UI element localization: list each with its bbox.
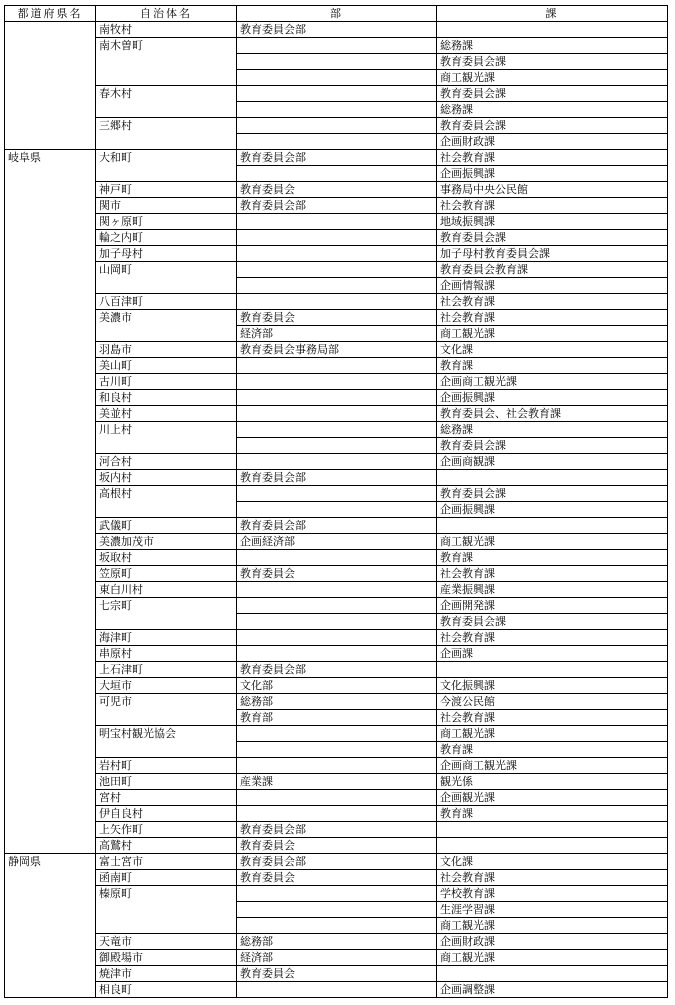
cell-section: 社会教育課 [437,870,668,886]
cell-department: 教育委員会部 [237,470,437,486]
table-row [5,230,668,246]
table-row [5,694,668,710]
cell-department: 産業課 [237,774,437,790]
cell-municipality: 明宝村観光協会 [96,726,237,758]
municipality-table [4,5,668,998]
cell-municipality: 上石津町 [96,662,237,678]
cell-section: 総務課 [437,38,668,54]
cell-municipality: 海津町 [96,630,237,646]
cell-department: 教育委員会部 [237,854,437,870]
cell-section: 企画観光課 [437,790,668,806]
cell-section: 社会教育課 [437,566,668,582]
cell-municipality: 宮村 [96,790,237,806]
cell-department [237,102,437,118]
cell-section: 企画調整課 [437,982,668,998]
table-row [5,966,668,982]
cell-section: 文化振興課 [437,678,668,694]
table-row [5,246,668,262]
cell-section: 企画振興課 [437,502,668,518]
cell-department [237,614,437,630]
table-row [5,630,668,646]
cell-section: 総務課 [437,422,668,438]
cell-municipality: 岩村町 [96,758,237,774]
cell-department: 教育委員会 [237,182,437,198]
cell-department [237,86,437,102]
cell-section: 教育委員会課 [437,438,668,454]
cell-municipality: 上矢作町 [96,822,237,838]
cell-department [237,646,437,662]
cell-section: 企画課 [437,646,668,662]
cell-section: 教育委員会課 [437,54,668,70]
cell-municipality: 三郷村 [96,118,237,150]
cell-department: 教育委員会部 [237,150,437,166]
cell-municipality: 山岡町 [96,262,237,294]
cell-section: 観光係 [437,774,668,790]
cell-section [437,22,668,38]
cell-section: 教育委員会課 [437,230,668,246]
table-row [5,406,668,422]
cell-department [237,374,437,390]
cell-section: 社会教育課 [437,630,668,646]
cell-department: 経済部 [237,326,437,342]
header-section: 課 [437,6,668,22]
cell-department [237,230,437,246]
table-row [5,518,668,534]
cell-municipality: 大垣市 [96,678,237,694]
cell-section: 企画商工観光課 [437,758,668,774]
table-row [5,214,668,230]
cell-municipality: 笠原町 [96,566,237,582]
cell-department [237,486,437,502]
cell-department [237,918,437,934]
cell-department: 教育委員会部 [237,662,437,678]
cell-section: 教育課 [437,550,668,566]
cell-section: 商工観光課 [437,950,668,966]
cell-section: 事務局中央公民館 [437,182,668,198]
cell-department [237,390,437,406]
table-row [5,582,668,598]
table-row [5,454,668,470]
cell-department [237,54,437,70]
cell-section: 企画振興課 [437,390,668,406]
cell-section: 企画商観課 [437,454,668,470]
cell-section: 企画財政課 [437,934,668,950]
cell-section: 商工観光課 [437,326,668,342]
table-row [5,390,668,406]
cell-municipality: 池田町 [96,774,237,790]
cell-department [237,358,437,374]
cell-department [237,630,437,646]
cell-section: 商工観光課 [437,918,668,934]
table-row [5,646,668,662]
table-row [5,294,668,310]
cell-section [437,662,668,678]
cell-section: 教育委員会、社会教育課 [437,406,668,422]
table-row [5,86,668,102]
table-row [5,486,668,502]
cell-municipality: 河合村 [96,454,237,470]
cell-department: 企画経済部 [237,534,437,550]
table-row [5,566,668,582]
cell-municipality: 焼津市 [96,966,237,982]
cell-municipality: 伊自良村 [96,806,237,822]
table-row [5,662,668,678]
cell-department [237,134,437,150]
cell-department: 教育委員会 [237,310,437,326]
header-department: 部 [237,6,437,22]
table-row [5,982,668,998]
table-row [5,534,668,550]
header-prefecture: 都道府県名 [5,6,96,22]
cell-municipality: 相良町 [96,982,237,998]
cell-municipality: 川上村 [96,422,237,454]
cell-section [437,966,668,982]
cell-section: 企画情報課 [437,278,668,294]
cell-department [237,502,437,518]
cell-department [237,806,437,822]
cell-section: 生涯学習課 [437,902,668,918]
cell-municipality: 南牧村 [96,22,237,38]
cell-section [437,838,668,854]
table-row [5,758,668,774]
cell-municipality: 函南町 [96,870,237,886]
cell-department [237,70,437,86]
cell-section: 社会教育課 [437,198,668,214]
cell-department: 教育部 [237,710,437,726]
cell-municipality: 美濃加茂市 [96,534,237,550]
cell-department [237,550,437,566]
cell-department [237,166,437,182]
cell-municipality: 御殿場市 [96,950,237,966]
cell-section: 地域振興課 [437,214,668,230]
cell-municipality: 関ヶ原町 [96,214,237,230]
cell-municipality: 武儀町 [96,518,237,534]
cell-municipality: 春木村 [96,86,237,118]
cell-section [437,470,668,486]
cell-section: 教育委員会教育課 [437,262,668,278]
cell-municipality: 坂取村 [96,550,237,566]
cell-department: 総務部 [237,694,437,710]
cell-department [237,262,437,278]
cell-municipality: 富士宮市 [96,854,237,870]
cell-department: 教育委員会部 [237,518,437,534]
cell-department [237,214,437,230]
table-row [5,310,668,326]
cell-department [237,406,437,422]
table-row [5,150,668,166]
cell-prefecture: 静岡県 [5,854,96,998]
cell-municipality: 南木曽町 [96,38,237,86]
table-row [5,886,668,902]
cell-department: 教育委員会事務局部 [237,342,437,358]
table-row [5,470,668,486]
cell-section: 文化課 [437,854,668,870]
cell-municipality: 七宗町 [96,598,237,630]
cell-section: 教育委員会課 [437,614,668,630]
table-body [5,22,668,998]
cell-municipality: 高鷲村 [96,838,237,854]
cell-section [437,518,668,534]
cell-municipality: 古川町 [96,374,237,390]
cell-municipality: 串原村 [96,646,237,662]
cell-section: 総務課 [437,102,668,118]
cell-department [237,982,437,998]
table-row [5,934,668,950]
cell-municipality: 可児市 [96,694,237,726]
cell-section [437,822,668,838]
cell-section: 教育課 [437,742,668,758]
cell-municipality: 美山町 [96,358,237,374]
cell-municipality: 榛原町 [96,886,237,934]
cell-department [237,726,437,742]
cell-department: 教育委員会部 [237,822,437,838]
cell-section: 商工観光課 [437,534,668,550]
cell-prefecture [5,22,96,150]
table-row [5,838,668,854]
cell-section: 学校教育課 [437,886,668,902]
cell-municipality: 高根村 [96,486,237,518]
cell-department [237,294,437,310]
cell-department: 教育委員会部 [237,22,437,38]
cell-department: 教育委員会 [237,966,437,982]
cell-municipality: 八百津町 [96,294,237,310]
cell-department [237,598,437,614]
cell-section: 産業振興課 [437,582,668,598]
cell-municipality: 天竜市 [96,934,237,950]
cell-department: 総務部 [237,934,437,950]
cell-department [237,582,437,598]
cell-municipality: 神戸町 [96,182,237,198]
table-row [5,198,668,214]
cell-municipality: 輪之内町 [96,230,237,246]
cell-section: 企画開発課 [437,598,668,614]
cell-section: 今渡公民館 [437,694,668,710]
cell-department: 教育委員会 [237,566,437,582]
table-row [5,822,668,838]
cell-prefecture: 岐阜県 [5,150,96,854]
cell-department: 教育委員会 [237,838,437,854]
table-row [5,598,668,614]
header-municipality: 自治体名 [96,6,237,22]
cell-section: 社会教育課 [437,294,668,310]
table-row [5,358,668,374]
table-row [5,422,668,438]
cell-municipality: 羽島市 [96,342,237,358]
table-row [5,342,668,358]
cell-department: 教育委員会部 [237,198,437,214]
table-row [5,38,668,54]
cell-section: 企画振興課 [437,166,668,182]
cell-department [237,758,437,774]
cell-section: 商工観光課 [437,726,668,742]
cell-section: 企画財政課 [437,134,668,150]
cell-department [237,902,437,918]
table-row [5,118,668,134]
cell-municipality: 美並村 [96,406,237,422]
cell-department [237,246,437,262]
cell-department [237,278,437,294]
cell-section: 社会教育課 [437,710,668,726]
cell-municipality: 東白川村 [96,582,237,598]
table-row [5,854,668,870]
cell-section: 商工観光課 [437,70,668,86]
cell-department [237,38,437,54]
cell-section: 文化課 [437,342,668,358]
cell-section: 教育委員会課 [437,86,668,102]
cell-department [237,886,437,902]
cell-department [237,790,437,806]
cell-municipality: 和良村 [96,390,237,406]
cell-municipality: 大和町 [96,150,237,182]
cell-section: 社会教育課 [437,150,668,166]
cell-municipality: 関市 [96,198,237,214]
cell-section: 教育委員会課 [437,118,668,134]
table-row [5,726,668,742]
cell-section: 加子母村教育委員会課 [437,246,668,262]
table-row [5,22,668,38]
header-row [5,6,668,22]
cell-department [237,118,437,134]
cell-municipality: 加子母村 [96,246,237,262]
table-row [5,262,668,278]
cell-department: 文化部 [237,678,437,694]
cell-section: 教育委員会課 [437,486,668,502]
cell-section: 社会教育課 [437,310,668,326]
cell-department [237,438,437,454]
cell-municipality: 坂内村 [96,470,237,486]
cell-department [237,454,437,470]
table-row [5,790,668,806]
cell-section: 教育課 [437,806,668,822]
cell-section: 企画商工観光課 [437,374,668,390]
table-row [5,774,668,790]
cell-department: 教育委員会 [237,870,437,886]
table-row [5,678,668,694]
table-row [5,950,668,966]
table-row [5,374,668,390]
table-row [5,806,668,822]
cell-municipality: 美濃市 [96,310,237,342]
table-row [5,870,668,886]
table-row [5,182,668,198]
table-row [5,550,668,566]
cell-section: 教育課 [437,358,668,374]
cell-department [237,422,437,438]
cell-department: 経済部 [237,950,437,966]
cell-department [237,742,437,758]
